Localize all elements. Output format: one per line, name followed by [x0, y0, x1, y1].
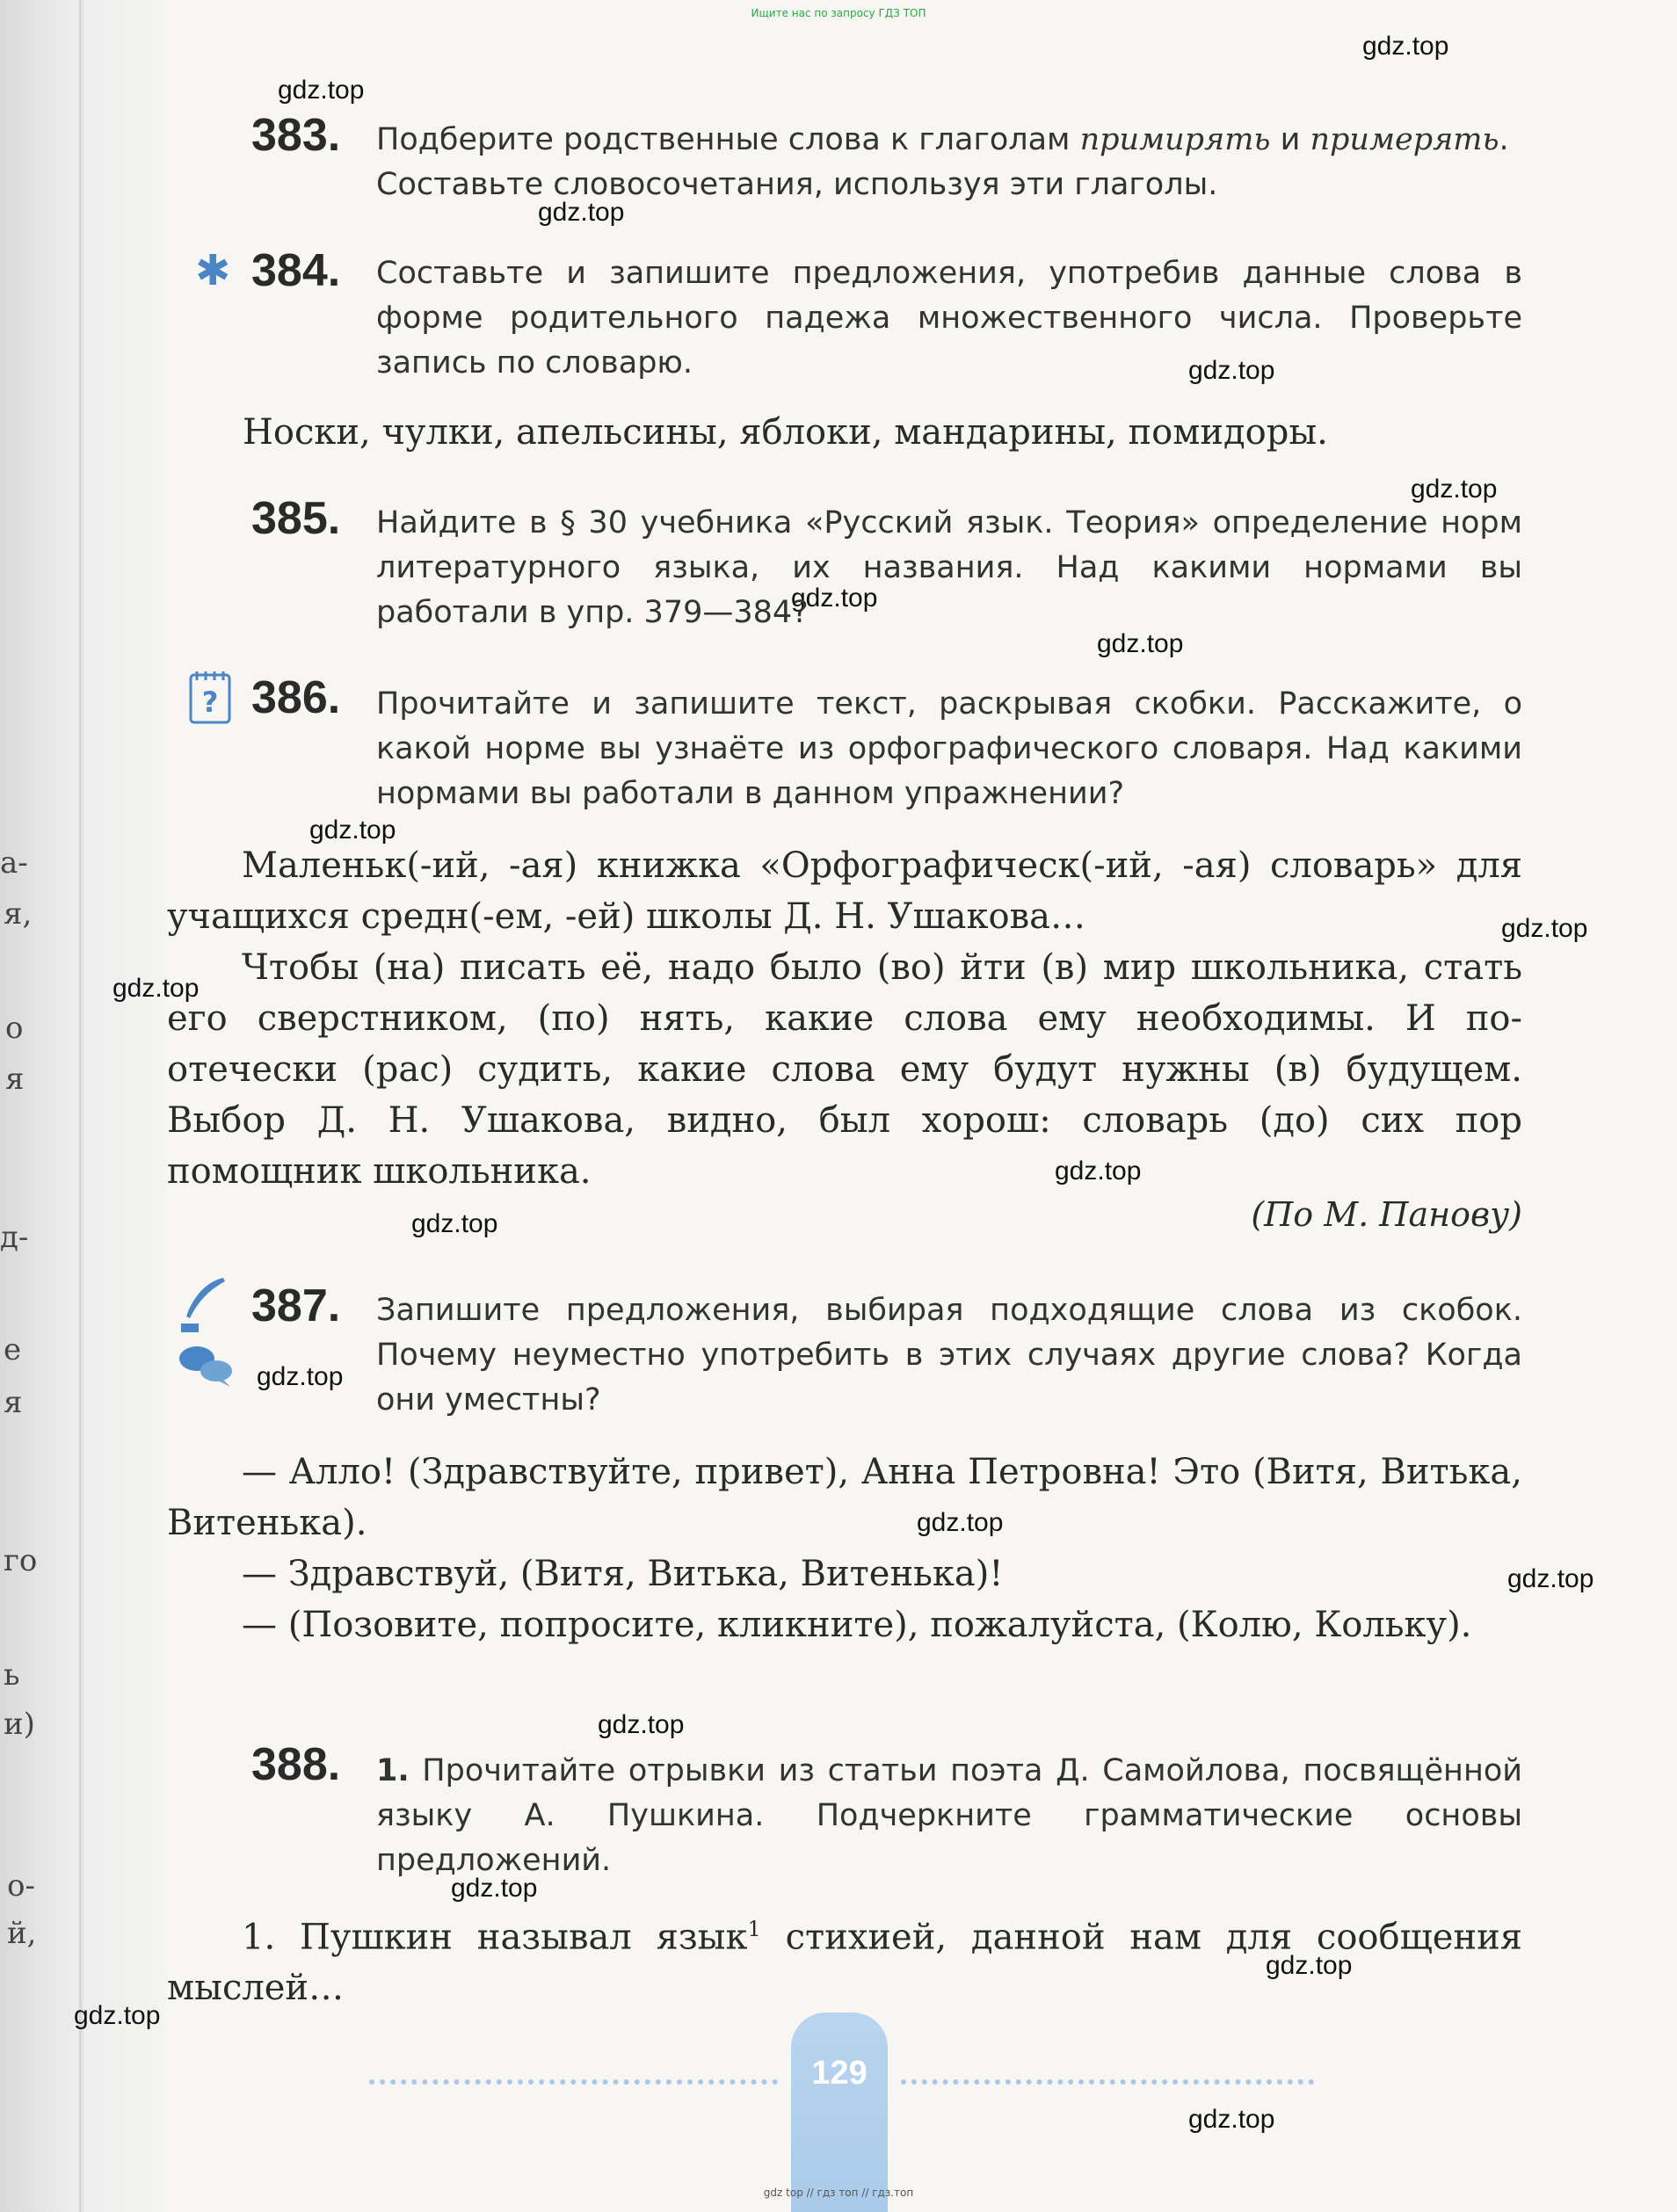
dialogue-line: — (Позовите, попросите, кликните), пожалуйста, (Колю, Кольку).: [242, 1605, 1472, 1645]
watermark: gdz.top: [278, 76, 365, 105]
watermark: gdz.top: [113, 974, 200, 1003]
exercise-388-text: [167, 1904, 1522, 2013]
task-text: Составьте словосочетания, используя эти глаголы.: [376, 167, 1218, 202]
watermark: gdz.top: [1055, 1157, 1142, 1186]
exercise-385-task: Найдите в § 30 учебника «Русский язык. Теория» определение норм литературного языка, их названия. Над какими нормами вы работали в упр. 379—384?: [376, 505, 1522, 630]
exercise-number: 388.: [251, 1739, 341, 1790]
dialogue-line: — Алло! (Здравствуйте, привет), Анна Петровна! Это (Витя, Витька, Витенька).: [167, 1452, 1522, 1543]
margin-fragment: я: [4, 1385, 23, 1420]
exercise-number: 387.: [251, 1280, 341, 1331]
text-paragraph: Чтобы (на) писать её, надо было (во) йти (в) мир школьника, стать его сверстником, (по) нять, какие слова ему необходимы. И по-отечески (рас) судить, какие слова ему будут нужны (в) будущем. Выбор Д. Н. Ушакова, видно, был хорош: словарь (до) сих пор помощник школьника.: [167, 947, 1522, 1192]
margin-fragment: ь: [4, 1657, 20, 1693]
margin-fragment: я: [5, 1062, 25, 1097]
margin-fragment: о-: [7, 1868, 35, 1904]
watermark: gdz.top: [1266, 1951, 1353, 1980]
exercise-388-task: [376, 1749, 1522, 1883]
watermark: gdz.top: [1411, 475, 1498, 504]
watermark: gdz.top: [791, 584, 878, 613]
watermark: gdz.top: [538, 198, 625, 227]
text-paragraph: Маленьк(-ий, -ая) книжка «Орфографическ(-ий, -ая) словарь» для учащихся средн(-ем, -ей) школы Д. Н. Ушакова…: [167, 845, 1522, 937]
page-number-decoration: [369, 2079, 778, 2085]
subtask-number: 1.: [376, 1753, 410, 1788]
exercise-number: 386.: [251, 672, 341, 723]
text-source: (По М. Панову): [1251, 1195, 1522, 1234]
exercise-number: 385.: [251, 493, 341, 544]
margin-fragment: д-: [0, 1220, 29, 1255]
dictionary-icon: [188, 670, 234, 729]
page-number-decoration: [901, 2079, 1314, 2085]
watermark: gdz.top: [1188, 2105, 1275, 2134]
text-fragment: 1. Пушкин называл язык: [242, 1917, 748, 1958]
exercise-number: 383.: [251, 110, 341, 161]
watermark: gdz.top: [451, 1874, 538, 1903]
pen-icon: [172, 1274, 229, 1339]
exercise-383-task: [376, 118, 1522, 207]
margin-fragment: го: [4, 1543, 38, 1578]
header-note: Ищите нас по запросу ГДЗ ТОП: [751, 7, 926, 19]
watermark: gdz.top: [1507, 1564, 1594, 1593]
watermark: gdz.top: [1362, 32, 1449, 61]
page-number: 129: [811, 2055, 868, 2092]
watermark: gdz.top: [1501, 914, 1588, 943]
watermark: gdz.top: [74, 2001, 161, 2030]
svg-text:?: ?: [201, 685, 219, 719]
dialogue-line: — Здравствуй, (Витя, Витька, Витенька)!: [242, 1554, 1004, 1594]
task-text: и: [1270, 122, 1310, 157]
margin-fragment: е: [4, 1332, 22, 1367]
margin-fragment: а-: [0, 845, 28, 881]
exercise-386-text: [167, 840, 1522, 1197]
exercise-384-words: Носки, чулки, апельсины, яблоки, мандарины, помидоры.: [243, 412, 1328, 453]
footer-note: gdz top // гдз топ // гдз.топ: [763, 2187, 914, 2199]
watermark: gdz.top: [1097, 629, 1184, 658]
text-fragment: стихией, данной нам для сообщения мыслей…: [167, 1917, 1522, 2009]
exercise-386-task: Прочитайте и запишите текст, раскрывая скобки. Расскажите, о какой норме вы узнаёте из орфографического словаря. Над какими нормами вы работали в данном упражнении?: [376, 686, 1522, 811]
verb: примерять: [1310, 122, 1499, 157]
footnote-marker: 1: [747, 1917, 761, 1941]
task-text: Подберите родственные слова к глаголам: [376, 122, 1080, 157]
margin-fragment: й,: [7, 1916, 37, 1951]
page-number-band: [791, 2013, 888, 2212]
margin-fragment: и): [4, 1707, 35, 1742]
watermark: gdz.top: [598, 1710, 685, 1739]
margin-fragment: я,: [4, 896, 33, 932]
task-text: Прочитайте отрывки из статьи поэта Д. Самойлова, посвящённой языку А. Пушкина. Подчеркните грамматические основы предложений.: [376, 1753, 1522, 1878]
asterisk-icon: ✱: [195, 246, 231, 295]
watermark: gdz.top: [257, 1362, 344, 1391]
page-edge: [79, 0, 84, 2212]
verb: примирять: [1079, 122, 1271, 157]
watermark: gdz.top: [411, 1209, 498, 1238]
exercise-384-task: Составьте и запишите предложения, употребив данные слова в форме родительного падежа множественного числа. Проверьте запись по словарю.: [376, 256, 1522, 381]
watermark: gdz.top: [309, 816, 396, 845]
margin-fragment: о: [5, 1011, 24, 1046]
watermark: gdz.top: [1188, 356, 1275, 385]
exercise-387-task: Запишите предложения, выбирая подходящие слова из скобок. Почему неуместно употребить в этих случаях другие слова? Когда они уместны?: [376, 1293, 1522, 1418]
exercise-387-dialogue: [167, 1447, 1522, 1650]
exercise-number: 384.: [251, 245, 341, 296]
watermark: gdz.top: [917, 1508, 1004, 1537]
task-text: .: [1499, 122, 1509, 157]
speech-bubbles-icon: [178, 1343, 234, 1392]
